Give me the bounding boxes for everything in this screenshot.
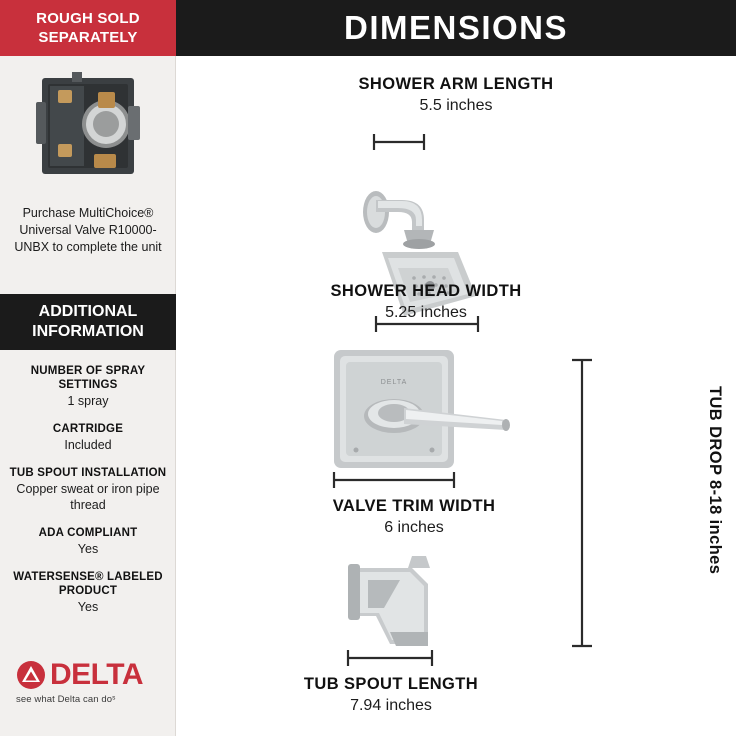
svg-text:DELTA: DELTA xyxy=(380,379,408,386)
shower-head-graphic xyxy=(176,120,736,360)
spec-title: CARTRIDGE xyxy=(52,423,124,435)
tub-spout-length-label: TUB SPOUT LENGTH xyxy=(303,675,479,693)
additional-information-banner xyxy=(0,294,176,350)
shower-head-width-label: SHOWER HEAD WIDTH xyxy=(330,282,522,300)
shower-head-width-value: 5.25 inches xyxy=(385,304,467,321)
shower-arm-length-caption xyxy=(276,74,636,117)
tub-spout-length-caption xyxy=(211,674,571,717)
spec-value: Yes xyxy=(77,600,99,614)
tub-spout-length-value: 7.94 inches xyxy=(350,697,432,714)
spec-item xyxy=(8,422,168,453)
valve-trim-width-label: VALVE TRIM WIDTH xyxy=(332,497,496,515)
shower-head-width-caption xyxy=(246,281,606,324)
dimensions-diagram xyxy=(176,56,736,736)
rough-banner-line2: SEPARATELY xyxy=(38,29,138,46)
spec-item xyxy=(8,466,168,513)
addl-banner-line2: INFORMATION xyxy=(32,323,144,340)
tub-drop-dimension-line xyxy=(562,354,602,654)
delta-logo xyxy=(16,660,160,704)
spec-item xyxy=(8,526,168,557)
shower-arm-length-value: 5.5 inches xyxy=(419,97,493,114)
spec-title: TUB SPOUT INSTALLATION xyxy=(9,467,167,479)
spec-value: Copper sweat or iron pipe thread xyxy=(16,482,160,512)
valve-product-image xyxy=(28,72,148,184)
valve-trim-width-value: 6 inches xyxy=(384,519,444,536)
addl-banner-line1: ADDITIONAL xyxy=(38,303,138,320)
spec-value: 1 spray xyxy=(67,394,109,408)
valve-trim-width-caption xyxy=(234,496,594,539)
spec-value: Included xyxy=(64,438,112,452)
tub-drop-label: TUB DROP 8-18 inches xyxy=(706,386,724,575)
spec-value: Yes xyxy=(77,542,99,556)
sidebar xyxy=(0,0,176,736)
delta-tagline: see what Delta can doˢ xyxy=(16,694,116,705)
spec-item xyxy=(8,364,168,409)
spec-title: ADA COMPLIANT xyxy=(38,527,138,539)
delta-triangle-icon xyxy=(16,660,46,690)
rough-sold-separately-banner xyxy=(0,0,176,56)
purchase-note: Purchase MultiChoice® Universal Valve R10000-UNBX to complete the unit xyxy=(14,206,162,254)
page-title: DIMENSIONS xyxy=(176,0,736,56)
spec-list xyxy=(8,364,168,628)
delta-wordmark: DELTA xyxy=(50,658,144,691)
rough-banner-line1: ROUGH SOLD xyxy=(36,10,140,27)
spec-title: NUMBER OF SPRAY SETTINGS xyxy=(30,365,146,391)
shower-arm-length-label: SHOWER ARM LENGTH xyxy=(358,75,554,93)
spec-item xyxy=(8,570,168,615)
spec-title: WATERSENSE® LABELED PRODUCT xyxy=(13,571,163,597)
